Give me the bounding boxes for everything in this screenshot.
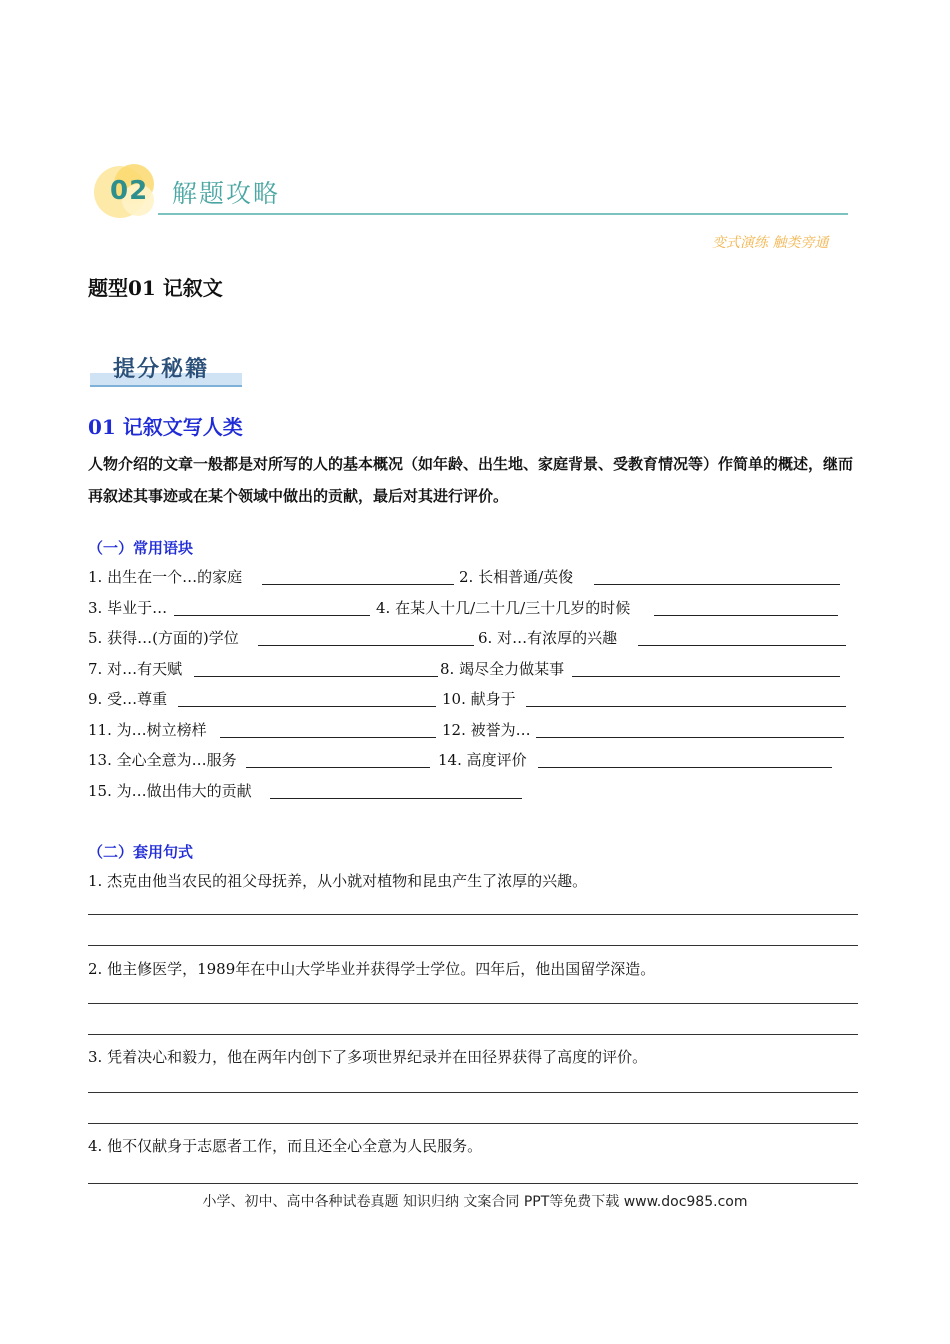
sentence-item: 1. 杰克由他当农民的祖父母抚养，从小就对植物和昆虫产生了浓厚的兴趣。 — [88, 872, 588, 890]
phrase-item: 6. 对…有浓厚的兴趣 — [478, 629, 618, 647]
answer-blank[interactable] — [654, 615, 838, 616]
tip-badge-label: 提分秘籍 — [113, 357, 210, 382]
phrases-heading: （一）常用语块 — [88, 539, 194, 557]
phrase-item: 1. 出生在一个…的家庭 — [88, 568, 243, 586]
phrase-item: 14. 高度评价 — [438, 751, 527, 769]
sentence-item: 3. 凭着决心和毅力，他在两年内创下了多项世界纪录并在田径界获得了高度的评价。 — [88, 1048, 648, 1066]
answer-blank[interactable] — [270, 798, 522, 799]
phrase-item: 15. 为…做出伟大的贡献 — [88, 782, 252, 800]
answer-line[interactable] — [88, 1123, 858, 1124]
phrase-item: 11. 为…树立榜样 — [88, 721, 207, 739]
answer-blank[interactable] — [638, 645, 846, 646]
section-subtitle: 变式演练 触类旁通 — [712, 235, 829, 251]
answer-line[interactable] — [88, 1092, 858, 1093]
section-number: 02 — [110, 176, 149, 206]
answer-blank[interactable] — [594, 584, 840, 585]
phrase-row — [88, 749, 863, 771]
answer-line[interactable] — [88, 945, 858, 946]
question-type-title: 题型01 记叙文 — [88, 276, 223, 300]
answer-blank[interactable] — [538, 767, 832, 768]
phrase-row — [88, 597, 863, 619]
phrase-row — [88, 627, 863, 649]
answer-blank[interactable] — [536, 737, 844, 738]
phrase-item: 8. 竭尽全力做某事 — [440, 660, 565, 678]
answer-line[interactable] — [88, 914, 858, 915]
phrase-item: 2. 长相普通/英俊 — [459, 568, 574, 586]
phrase-item: 12. 被誉为… — [442, 721, 531, 739]
phrase-item: 4. 在某人十几/二十几/三十几岁的时候 — [376, 599, 631, 617]
page-footer: 小学、初中、高中各种试卷真题 知识归纳 文案合同 PPT等免费下载 www.doc985.com — [202, 1194, 748, 1210]
answer-blank[interactable] — [262, 584, 454, 585]
answer-blank[interactable] — [258, 645, 474, 646]
phrase-row — [88, 719, 863, 741]
subsection-heading: 01 记叙文写人类 — [88, 415, 243, 439]
sentence-item: 2. 他主修医学，1989年在中山大学毕业并获得学士学位。四年后，他出国留学深造。 — [88, 960, 656, 978]
answer-blank[interactable] — [526, 706, 846, 707]
answer-line[interactable] — [88, 1003, 858, 1004]
section-divider — [158, 213, 848, 215]
answer-blank[interactable] — [220, 737, 436, 738]
section-title: 解题攻略 — [172, 179, 281, 208]
phrase-item: 5. 获得…(方面的)学位 — [88, 629, 239, 647]
answer-line[interactable] — [88, 1183, 858, 1184]
phrase-item: 10. 献身于 — [442, 690, 516, 708]
phrase-row — [88, 566, 863, 588]
phrase-row — [88, 780, 863, 802]
intro-paragraph: 人物介绍的文章一般都是对所写的人的基本概况（如年龄、出生地、家庭背景、受教育情况等）作简单的概述，继而再叙述其事迹或在某个领域中做出的贡献，最后对其进行评价。 — [88, 455, 854, 505]
sentences-heading: （二）套用句式 — [88, 843, 194, 861]
answer-blank[interactable] — [194, 676, 438, 677]
phrase-row — [88, 658, 863, 680]
answer-blank[interactable] — [246, 767, 430, 768]
answer-line[interactable] — [88, 1034, 858, 1035]
phrase-item: 9. 受…尊重 — [88, 690, 168, 708]
phrase-row — [88, 688, 863, 710]
answer-blank[interactable] — [174, 615, 370, 616]
phrase-item: 7. 对…有天赋 — [88, 660, 183, 678]
answer-blank[interactable] — [178, 706, 436, 707]
phrase-item: 3. 毕业于… — [88, 599, 168, 617]
answer-blank[interactable] — [572, 676, 840, 677]
phrase-item: 13. 全心全意为…服务 — [88, 751, 237, 769]
sentence-item: 4. 他不仅献身于志愿者工作，而且还全心全意为人民服务。 — [88, 1137, 483, 1155]
